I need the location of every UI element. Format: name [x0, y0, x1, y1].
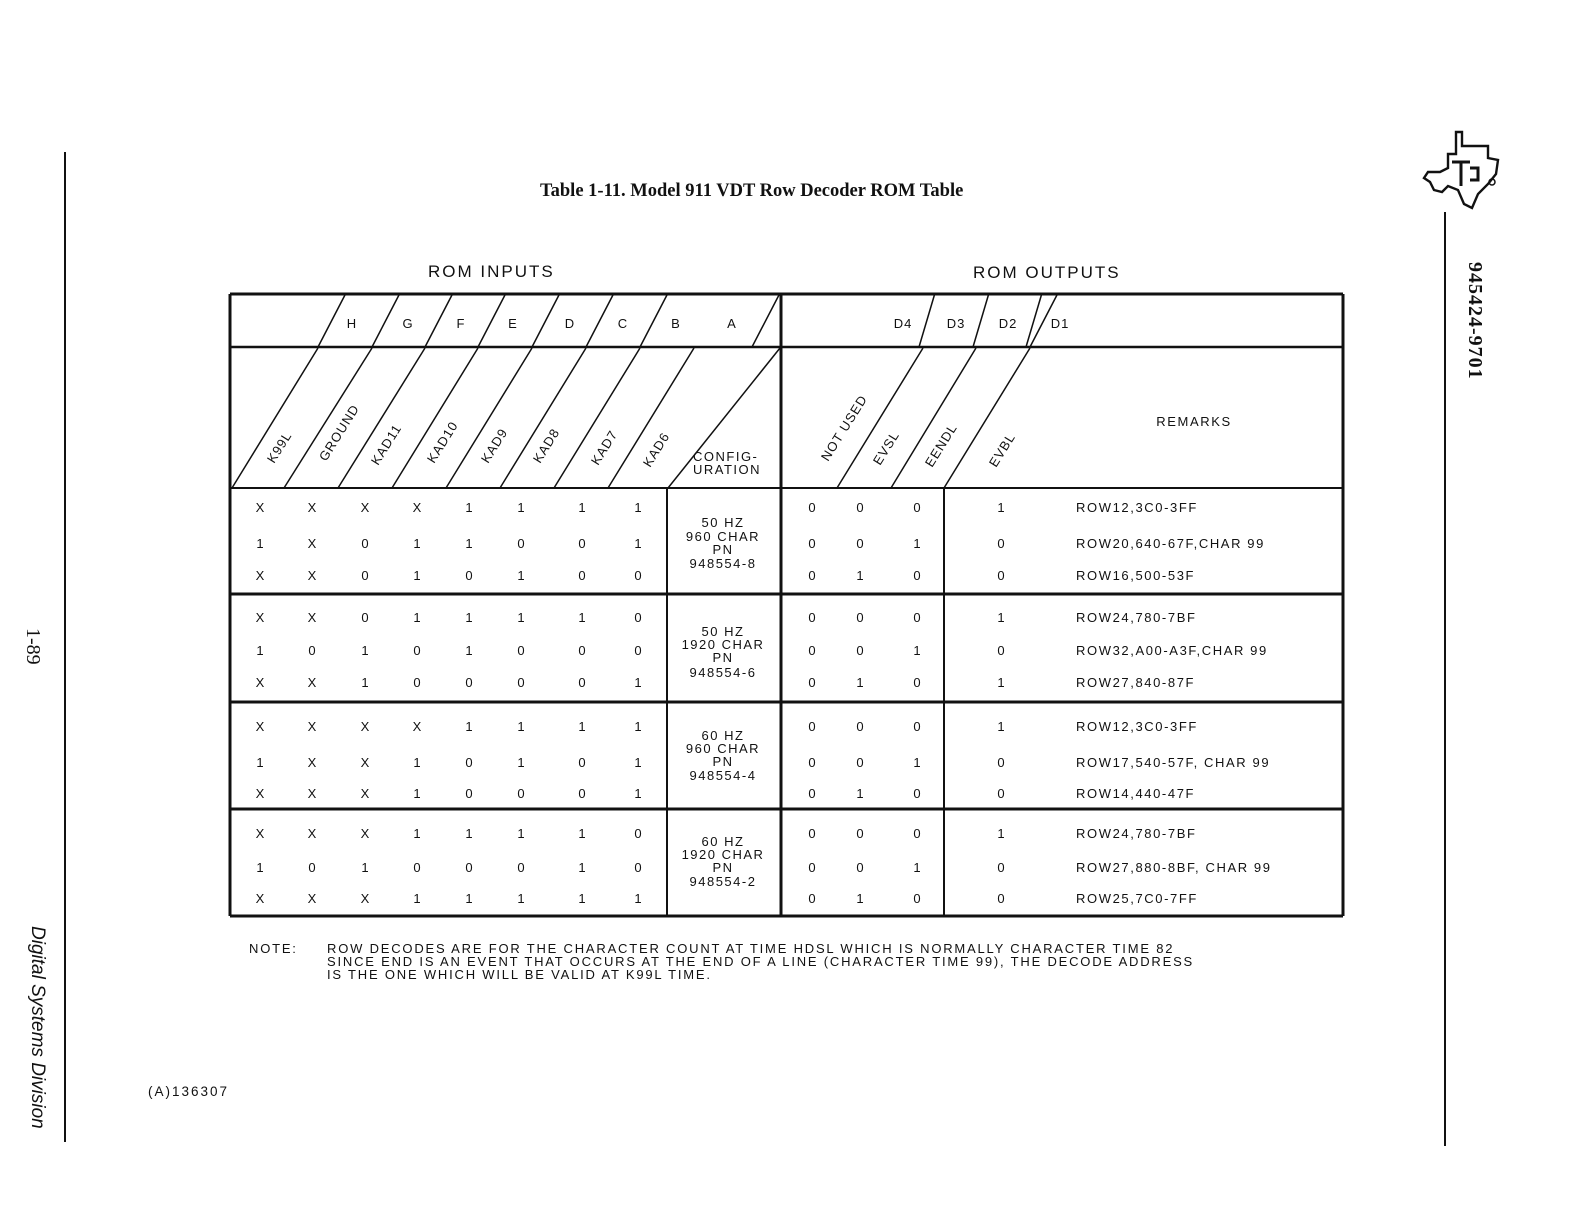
input-bit: X: [255, 610, 265, 625]
input-bit: X: [412, 719, 422, 734]
signal-slant: [554, 348, 640, 488]
input-bit: 0: [465, 755, 473, 770]
config-cell: PN: [712, 860, 734, 875]
remarks-cell: ROW32,A00-A3F,CHAR 99: [1076, 643, 1268, 658]
input-bit: 0: [578, 568, 586, 583]
input-bit: 1: [256, 536, 264, 551]
input-bit: 1: [413, 826, 421, 841]
header-slant: [318, 293, 346, 347]
output-letter-d4: D4: [893, 316, 913, 331]
input-bit: 1: [361, 643, 369, 658]
config-cell: 60 HZ: [701, 728, 745, 743]
config-cell: 50 HZ: [701, 624, 745, 639]
input-bit: 1: [256, 860, 264, 875]
input-signal-kad10: KAD10: [423, 418, 462, 466]
input-bit: 0: [517, 860, 525, 875]
output-bit: 0: [808, 536, 816, 551]
note-line: SINCE END IS AN EVENT THAT OCCURS AT THE END OF A LINE (CHARACTER TIME 99), THE DECODE ADDRESS: [327, 954, 1195, 969]
input-bit: X: [255, 675, 265, 690]
note-line: ROW DECODES ARE FOR THE CHARACTER COUNT AT TIME HDSL WHICH IS NORMALLY CHARACTER TIME 82: [327, 941, 1175, 956]
input-bit: 1: [578, 826, 586, 841]
input-bit: 0: [361, 536, 369, 551]
output-bit: 0: [856, 643, 864, 658]
input-bit: 0: [361, 568, 369, 583]
output-bit: 1: [997, 675, 1005, 690]
signal-slant: [944, 348, 1030, 488]
output-bit: 1: [913, 643, 921, 658]
input-bit: X: [307, 719, 317, 734]
input-bit: X: [255, 826, 265, 841]
signal-slant: [284, 348, 372, 488]
input-bit: 0: [517, 675, 525, 690]
output-bit: 0: [808, 860, 816, 875]
header-slant: [919, 293, 935, 347]
input-bit: 1: [578, 860, 586, 875]
output-bit: 1: [913, 755, 921, 770]
output-bit: 1: [913, 860, 921, 875]
input-bit: 1: [634, 536, 642, 551]
config-cell: 50 HZ: [701, 515, 745, 530]
config-cell: 1920 CHAR: [681, 637, 765, 652]
input-bit: X: [360, 891, 370, 906]
input-letter-d: D: [564, 316, 576, 331]
output-bit: 1: [856, 675, 864, 690]
input-bit: 1: [517, 826, 525, 841]
input-bit: 0: [308, 643, 316, 658]
output-bit: 1: [856, 568, 864, 583]
input-bit: X: [255, 786, 265, 801]
input-bit: 1: [517, 755, 525, 770]
signal-slant: [500, 348, 586, 488]
input-bit: X: [360, 719, 370, 734]
output-bit: 0: [913, 500, 921, 515]
config-header-line: URATION: [693, 462, 762, 477]
input-letter-f: F: [456, 316, 466, 331]
output-bit: 0: [913, 826, 921, 841]
output-bit: 1: [913, 536, 921, 551]
header-slant: [372, 293, 400, 347]
input-bit: 0: [413, 675, 421, 690]
config-cell: 1920 CHAR: [681, 847, 765, 862]
config-header-line: CONFIG-: [693, 449, 759, 464]
remarks-cell: ROW20,640-67F,CHAR 99: [1076, 536, 1265, 551]
output-bit: 0: [913, 891, 921, 906]
output-bit: 0: [997, 860, 1005, 875]
input-bit: 0: [465, 675, 473, 690]
input-bit: 0: [413, 860, 421, 875]
output-bit: 0: [997, 891, 1005, 906]
config-cell: PN: [712, 754, 734, 769]
input-bit: 1: [517, 719, 525, 734]
header-slant: [425, 293, 453, 347]
output-bit: 0: [856, 610, 864, 625]
reference-number: (A)136307: [148, 1084, 230, 1099]
output-bit: 1: [856, 891, 864, 906]
output-signal-evbl: EVBL: [985, 430, 1019, 470]
input-bit: 0: [578, 536, 586, 551]
input-bit: X: [307, 675, 317, 690]
input-bit: 1: [465, 826, 473, 841]
input-bit: 0: [634, 568, 642, 583]
input-bit: 1: [517, 500, 525, 515]
config-cell: 948554-6: [689, 665, 757, 680]
input-bit: 0: [517, 643, 525, 658]
input-bit: X: [307, 536, 317, 551]
input-bit: 0: [634, 610, 642, 625]
remarks-cell: ROW27,840-87F: [1076, 675, 1196, 690]
input-bit: X: [307, 826, 317, 841]
input-signal-ground: GROUND: [315, 401, 363, 464]
output-bit: 1: [997, 826, 1005, 841]
remarks-cell: ROW12,3C0-3FF: [1076, 719, 1198, 734]
input-bit: X: [360, 826, 370, 841]
input-bit: 0: [634, 860, 642, 875]
header-slant: [640, 293, 668, 347]
config-cell: 960 CHAR: [685, 529, 761, 544]
input-signal-k99l: K99L: [263, 428, 295, 466]
input-bit: X: [255, 891, 265, 906]
remarks-header: REMARKS: [1156, 414, 1232, 429]
input-bit: 1: [517, 891, 525, 906]
input-bit: 1: [517, 568, 525, 583]
input-bit: 0: [634, 826, 642, 841]
header-slant: [586, 293, 614, 347]
output-bit: 0: [997, 643, 1005, 658]
output-letter-d1: D1: [1050, 316, 1070, 331]
input-bit: X: [360, 500, 370, 515]
config-cell: PN: [712, 650, 734, 665]
input-bit: 1: [413, 755, 421, 770]
input-bit: 1: [634, 891, 642, 906]
input-bit: 1: [256, 755, 264, 770]
input-letter-g: G: [402, 316, 414, 331]
remarks-cell: ROW27,880-8BF, CHAR 99: [1076, 860, 1272, 875]
rom-inputs-label: ROM INPUTS: [428, 262, 555, 281]
signal-slant: [446, 348, 532, 488]
output-bit: 0: [856, 755, 864, 770]
output-signal-evsl: EVSL: [869, 428, 903, 468]
input-bit: 1: [361, 860, 369, 875]
output-bit: 0: [808, 786, 816, 801]
output-bit: 0: [997, 786, 1005, 801]
input-bit: X: [412, 500, 422, 515]
input-bit: 0: [517, 786, 525, 801]
output-bit: 0: [997, 568, 1005, 583]
input-bit: X: [307, 610, 317, 625]
input-bit: 1: [578, 500, 586, 515]
input-bit: X: [307, 500, 317, 515]
rom-outputs-label: ROM OUTPUTS: [973, 263, 1121, 282]
table-title: Table 1-11. Model 911 VDT Row Decoder ROM Table: [540, 181, 964, 201]
note-label: NOTE:: [249, 941, 298, 956]
input-bit: X: [360, 786, 370, 801]
input-bit: 1: [413, 610, 421, 625]
input-bit: 1: [413, 536, 421, 551]
remarks-cell: ROW25,7C0-7FF: [1076, 891, 1198, 906]
input-letter-b: B: [671, 316, 681, 331]
output-bit: 0: [913, 719, 921, 734]
input-bit: 1: [517, 610, 525, 625]
input-bit: 1: [465, 610, 473, 625]
input-bit: 1: [361, 675, 369, 690]
header-slant: [752, 293, 780, 347]
config-cell: 960 CHAR: [685, 741, 761, 756]
input-letter-c: C: [617, 316, 629, 331]
output-bit: 1: [856, 786, 864, 801]
input-bit: 1: [465, 536, 473, 551]
input-bit: 0: [413, 643, 421, 658]
output-bit: 0: [997, 755, 1005, 770]
input-bit: 1: [413, 568, 421, 583]
input-bit: 0: [578, 643, 586, 658]
config-cell: 948554-8: [689, 556, 757, 571]
output-bit: 0: [913, 568, 921, 583]
input-bit: 1: [465, 891, 473, 906]
input-bit: 1: [465, 500, 473, 515]
signal-slant: [232, 348, 318, 488]
config-cell: 60 HZ: [701, 834, 745, 849]
config-cell: PN: [712, 542, 734, 557]
input-bit: 0: [517, 536, 525, 551]
remarks-cell: ROW17,540-57F, CHAR 99: [1076, 755, 1271, 770]
input-bit: X: [255, 500, 265, 515]
output-bit: 1: [997, 500, 1005, 515]
input-bit: 1: [578, 891, 586, 906]
document-number-text: 945424-9701: [1464, 262, 1486, 380]
output-bit: 0: [808, 826, 816, 841]
input-bit: X: [255, 568, 265, 583]
remarks-cell: ROW14,440-47F: [1076, 786, 1196, 801]
input-bit: 0: [465, 786, 473, 801]
remarks-cell: ROW24,780-7BF: [1076, 610, 1197, 625]
output-bit: 0: [808, 610, 816, 625]
remarks-cell: ROW24,780-7BF: [1076, 826, 1197, 841]
input-bit: 1: [413, 786, 421, 801]
input-bit: 1: [634, 719, 642, 734]
header-slant: [973, 293, 989, 347]
header-slant: [478, 293, 506, 347]
output-bit: 0: [808, 755, 816, 770]
remarks-cell: ROW12,3C0-3FF: [1076, 500, 1198, 515]
output-bit: 0: [856, 826, 864, 841]
input-bit: 0: [465, 568, 473, 583]
output-signal-eendl: EENDL: [921, 420, 961, 470]
page-number-text: 1-89: [22, 628, 44, 665]
input-letter-h: H: [346, 316, 358, 331]
output-bit: 0: [856, 860, 864, 875]
output-letter-d3: D3: [946, 316, 966, 331]
input-letter-a: A: [727, 316, 737, 331]
output-bit: 1: [997, 610, 1005, 625]
output-bit: 0: [808, 643, 816, 658]
input-bit: X: [307, 568, 317, 583]
input-bit: X: [255, 719, 265, 734]
input-bit: X: [360, 755, 370, 770]
output-bit: 0: [808, 568, 816, 583]
input-bit: 1: [578, 719, 586, 734]
input-bit: 0: [578, 755, 586, 770]
signal-slant: [392, 348, 478, 488]
output-bit: 0: [808, 891, 816, 906]
input-bit: 0: [578, 675, 586, 690]
output-letter-d2: D2: [998, 316, 1018, 331]
input-signal-kad6: KAD6: [639, 429, 673, 470]
output-bit: 0: [856, 536, 864, 551]
input-bit: 1: [413, 891, 421, 906]
input-bit: 0: [465, 860, 473, 875]
input-bit: X: [307, 755, 317, 770]
input-bit: 1: [465, 643, 473, 658]
output-bit: 0: [808, 719, 816, 734]
output-bit: 0: [913, 610, 921, 625]
output-bit: 1: [997, 719, 1005, 734]
input-bit: 1: [634, 500, 642, 515]
config-cell: 948554-2: [689, 874, 757, 889]
output-bit: 0: [856, 500, 864, 515]
config-cell: 948554-4: [689, 768, 757, 783]
input-signal-kad9: KAD9: [477, 425, 511, 466]
output-signal-not-used: NOT USED: [817, 392, 871, 464]
input-letter-e: E: [508, 316, 518, 331]
division-text: Digital Systems Division: [27, 926, 48, 1129]
output-bit: 0: [913, 675, 921, 690]
input-bit: 1: [634, 786, 642, 801]
input-bit: 1: [634, 755, 642, 770]
note-line: IS THE ONE WHICH WILL BE VALID AT K99L TIME.: [327, 967, 712, 982]
input-bit: X: [307, 786, 317, 801]
input-bit: 0: [578, 786, 586, 801]
input-bit: 1: [256, 643, 264, 658]
input-signal-kad11: KAD11: [367, 421, 405, 468]
output-bit: 0: [808, 675, 816, 690]
input-bit: 0: [361, 610, 369, 625]
input-bit: 0: [308, 860, 316, 875]
input-signal-kad8: KAD8: [529, 425, 563, 466]
remarks-cell: ROW16,500-53F: [1076, 568, 1196, 583]
input-bit: 1: [465, 719, 473, 734]
input-bit: 1: [578, 610, 586, 625]
input-bit: X: [307, 891, 317, 906]
output-bit: 0: [913, 786, 921, 801]
input-bit: 1: [634, 675, 642, 690]
output-bit: 0: [997, 536, 1005, 551]
input-bit: 0: [634, 643, 642, 658]
output-bit: 0: [808, 500, 816, 515]
output-bit: 0: [856, 719, 864, 734]
input-signal-kad7: KAD7: [587, 427, 621, 468]
header-slant: [532, 293, 560, 347]
note-body: [327, 942, 1194, 981]
